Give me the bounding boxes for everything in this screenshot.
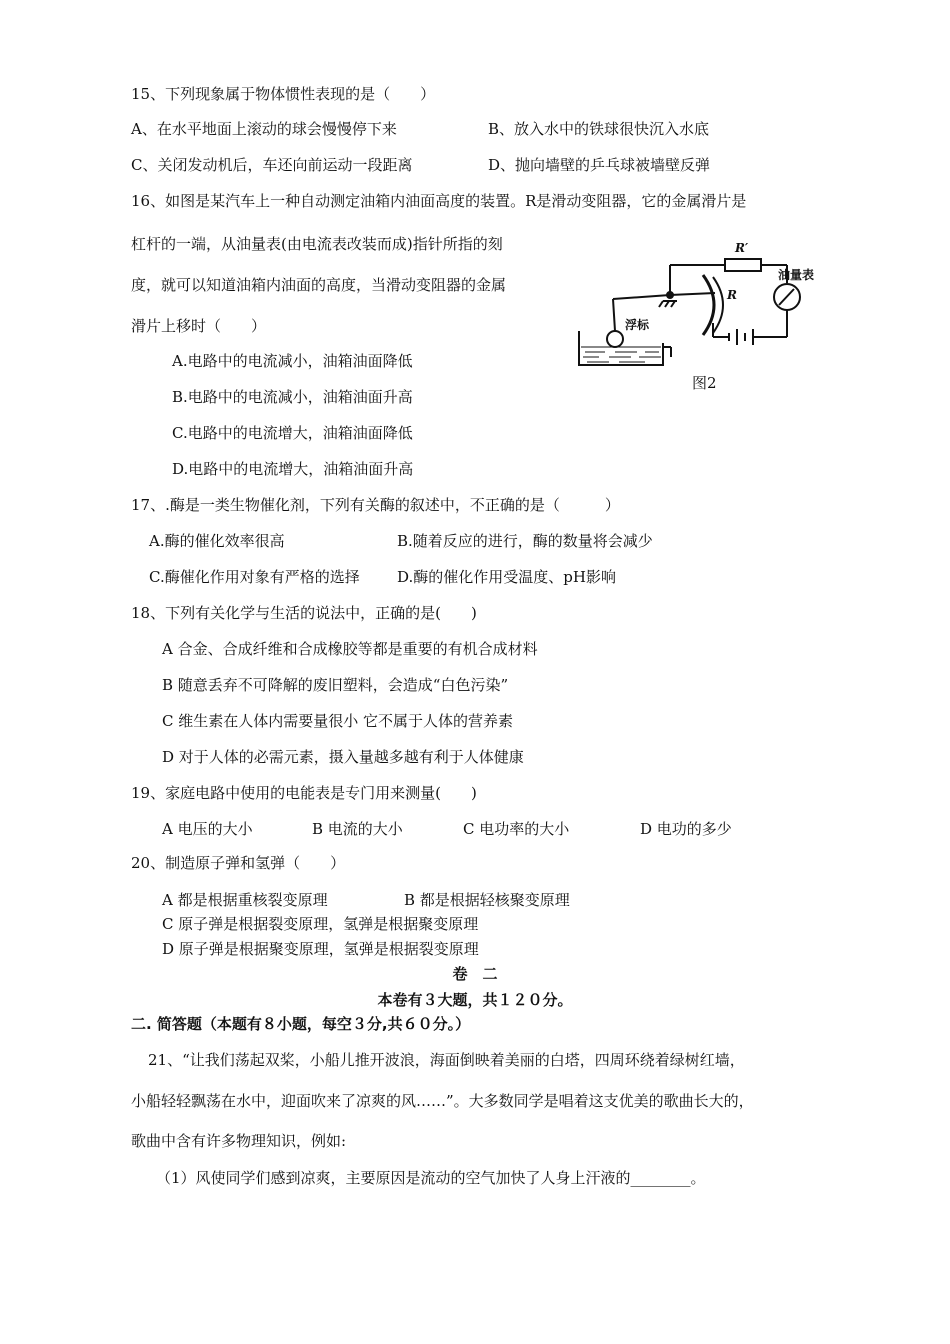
q16-option-c: C.电路中的电流增大，油箱油面降低 [172, 424, 413, 442]
float-icon [607, 331, 623, 347]
q15-option-c: C、关闭发动机后，车还向前运动一段距离 [131, 156, 413, 174]
q17-option-a: A.酶的催化效率很高 [149, 532, 285, 550]
q15-option-d: D、抛向墙壁的乒乓球被墙壁反弹 [488, 156, 711, 174]
q16-line-4: 滑片上移时（ ） [131, 317, 267, 335]
label-float: 浮标 [625, 318, 650, 332]
q16-option-a: A.电路中的电流减小，油箱油面降低 [172, 352, 413, 370]
q18-stem: 18、下列有关化学与生活的说法中，正确的是( ) [131, 604, 477, 622]
q20-stem: 20、制造原子弹和氢弹（ ） [131, 854, 346, 872]
resistor-r-prime [725, 259, 761, 271]
q21-line-3: 歌曲中含有许多物理知识，例如: [131, 1132, 347, 1150]
q21-line-2: 小船轻轻飘荡在水中，迎面吹来了凉爽的风……”。大多数同学是唱着这支优美的歌曲长大的， [131, 1092, 754, 1110]
q17-option-d: D.酶的催化作用受温度、pH影响 [397, 568, 616, 586]
q20-option-c: C 原子弹是根据裂变原理，氢弹是根据聚变原理 [162, 915, 479, 933]
section-heading: 二. 简答题（本题有８小题，每空３分,共６０分。） [131, 1015, 471, 1033]
q19-option-b: B 电流的大小 [312, 820, 403, 838]
q21-line-1: 21、“让我们荡起双桨，小船儿推开波浪，海面倒映着美丽的白塔，四周环绕着绿树红墙， [148, 1051, 745, 1069]
section-subtitle: 本卷有３大题，共１２０分。 [377, 991, 573, 1009]
q18-option-b: B 随意丢弃不可降解的废旧塑料，会造成“白色污染” [162, 676, 509, 694]
q19-stem: 19、家庭电路中使用的电能表是专门用来测量( ) [131, 784, 477, 802]
q21-sub-1: （1）风使同学们感到凉爽，主要原因是流动的空气加快了人身上汗液的________。 [156, 1169, 706, 1187]
q16-option-b: B.电路中的电流减小，油箱油面升高 [172, 388, 413, 406]
section-title: 卷 二 [452, 965, 498, 983]
q16-line-2: 杠杆的一端，从油量表(由电流表改装而成)指针所指的刻 [131, 235, 503, 253]
q16-line-3: 度，就可以知道油箱内油面的高度，当滑动变阻器的金属 [131, 276, 507, 294]
q19-option-a: A 电压的大小 [162, 820, 253, 838]
figure-caption: 图2 [692, 374, 717, 392]
label-r-prime: R′ [735, 241, 749, 255]
q17-stem: 17、.酶是一类生物催化剂，下列有关酶的叙述中，不正确的是（ ） [131, 496, 620, 514]
q20-option-b: B 都是根据轻核聚变原理 [404, 891, 570, 909]
q19-option-c: C 电功率的大小 [463, 820, 570, 838]
q15-option-a: A、在水平地面上滚动的球会慢慢停下来 [131, 120, 397, 138]
q19-option-d: D 电功的多少 [640, 820, 732, 838]
q16-option-d: D.电路中的电流增大，油箱油面升高 [172, 460, 414, 478]
label-r: R [727, 288, 737, 302]
q15-stem: 15、下列现象属于物体惯性表现的是（ ） [131, 85, 436, 103]
q17-option-c: C.酶催化作用对象有严格的选择 [149, 568, 360, 586]
label-fuel-meter: 油量表 [778, 268, 815, 282]
q17-option-b: B.随着反应的进行，酶的数量将会减少 [397, 532, 653, 550]
fuel-gauge-circuit-figure [575, 235, 835, 395]
q18-option-c: C 维生素在人体内需要量很小 它不属于人体的营养素 [162, 712, 514, 730]
q20-option-a: A 都是根据重核裂变原理 [162, 891, 328, 909]
q20-option-d: D 原子弹是根据聚变原理，氢弹是根据裂变原理 [162, 940, 479, 958]
q18-option-a: A 合金、合成纤维和合成橡胶等都是重要的有机合成材料 [162, 640, 538, 658]
q18-option-d: D 对于人体的必需元素，摄入量越多越有利于人体健康 [162, 748, 524, 766]
q16-line-1: 16、如图是某汽车上一种自动测定油箱内油面高度的装置。R是滑动变阻器，它的金属滑片是 [131, 192, 747, 210]
q15-option-b: B、放入水中的铁球很快沉入水底 [488, 120, 710, 138]
